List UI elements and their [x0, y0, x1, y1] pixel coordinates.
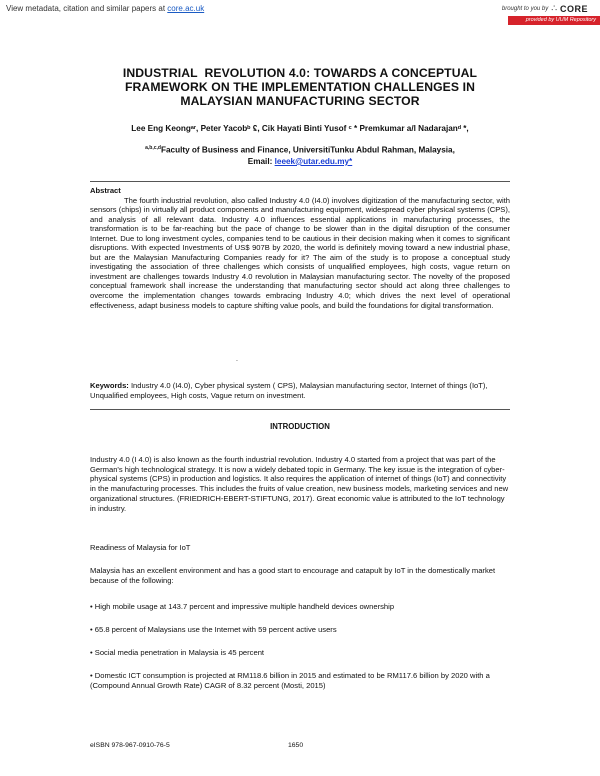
introduction-heading: INTRODUCTION [270, 422, 330, 431]
email-link[interactable]: leeek@utar.edu.my* [274, 156, 353, 166]
footer-isbn: eISBN 978-967-0910-76-5 [90, 742, 170, 749]
bullet-item: • 65.8 percent of Malaysians use the Internet with 59 percent active users [90, 625, 337, 634]
author-list: Lee Eng Keongᵃʳ, Peter Yacobᵇ ʢ, Cik Hayati Binti Yusof ᶜ * Premkumar a/l Nadarajanᵈ *, [131, 124, 469, 133]
title-line-3: MALAYSIAN MANUFACTURING SECTOR [180, 94, 420, 108]
provided-by-banner[interactable]: provided by UUM Repository [508, 16, 600, 25]
bullet-item: • Social media penetration in Malaysia is 45 percent [90, 648, 265, 657]
email-label: Email: [247, 156, 273, 166]
core-brand[interactable] [502, 3, 588, 14]
title-line-2: FRAMEWORK ON THE IMPLEMENTATION CHALLENGES IN [124, 80, 476, 94]
brought-by-text: brought to you by [501, 5, 549, 12]
core-ac-uk-link[interactable]: core.ac.uk [167, 4, 205, 13]
bullet-item: • High mobile usage at 143.7 percent and impressive multiple handheld devices ownership [90, 602, 395, 611]
affiliation-superscript: a,b,c,d [145, 145, 161, 151]
bullet-item: • Domestic ICT consumption is projected at RM118.6 billion in 2015 and estimated to be RM117.6 billion by 2020 with a (Compound Annual Growth Rate) CAGR of 8.32 percent (Mosti, 2015) [90, 671, 490, 690]
core-logo-text: CORE [559, 3, 588, 14]
abstract-section [90, 186, 510, 310]
abstract-dot: . [236, 356, 238, 363]
core-logo-icon: ∴ [551, 3, 557, 13]
core-metadata-link-line [6, 4, 204, 13]
keywords-section [90, 381, 510, 400]
abstract-body: The fourth industrial revolution, also called Industry 4.0 (I4.0) involves digitization of the manufacturing sector, with sensors (chips) in virtually all product components and manufacturing equipment, widespread cyber physical systems (CPS), and analysis of all relevant data. Industry 4.0 influences essential applications in manufacturing processes, the transformation is to be far-reaching but the pace of change to be slower than in the digital disruption of the consumer Internet. Due to long investment cycles, companies tend to be cautious in their decision making when it comes to significant disruptions. With expected Investments of US$ 907B by 2020, the world is definitely moving toward a new industrial phase, but are the Malaysian Manufacturing Companies ready for it? The aim of the study is to propose a conceptual study investigating the association of three challenges which consists of unqualified employees, high costs, vague return on investment are challenges towards Industry 4.0 revolution in Malaysian manufacturing sector. The novelty of the proposed conceptual framework shall increase the understanding that manufacturing sector should act along three challenges to overcome the implementation changes towards embracing Industry 4.0; which drives the next level of operational effectiveness, adapt business models to capture shifting value pools, and build the foundations for digital transformation. [90, 195, 510, 310]
affiliation-block [60, 143, 540, 167]
keywords-text: Industry 4.0 (I4.0), Cyber physical system ( CPS), Malaysian manufacturing sector, Internet of things (IoT), Unqualified employees, High costs, Vague return on investment. [90, 381, 488, 400]
paper-title [90, 66, 510, 108]
footer-page-number: 1650 [288, 742, 304, 749]
bottom-divider [90, 409, 510, 410]
keywords-label: Keywords: [90, 381, 129, 390]
affiliation-text: Faculty of Business and Finance, UniversitiTunku Abdul Rahman, Malaysia, [160, 145, 455, 155]
malaysia-paragraph: Malaysia has an excellent environment and has a good start to encourage and catapult by IoT in the domestically market because of the following: [90, 566, 496, 585]
metadata-text: View metadata, citation and similar papers at [6, 4, 166, 13]
introduction-paragraph: Industry 4.0 (I 4.0) is also known as the fourth industrial revolution. Industry 4.0 started from a project that was part of the German's high technological strategy. It is now a widely debated topic in Germany. The key issue is the integration of cyber-physical systems (CPS) in production and logistics. It also requires the application of internet of things (IoT) and connectivity in the manufacturing processes. This includes the fruits of value creation, new business models, marketing services and new organizational structures. (FRIEDRICH-EBERT-STIFTUNG, 2017). Great economic value is attributed to the IoT technology in industry. [90, 455, 509, 513]
readiness-subheading: Readiness of Malaysia for IoT [90, 543, 191, 552]
abstract-heading: Abstract [90, 186, 121, 195]
top-divider [90, 181, 510, 182]
title-line-1: INDUSTRIAL REVOLUTION 4.0: TOWARDS A CONCEPTUAL [122, 66, 478, 80]
